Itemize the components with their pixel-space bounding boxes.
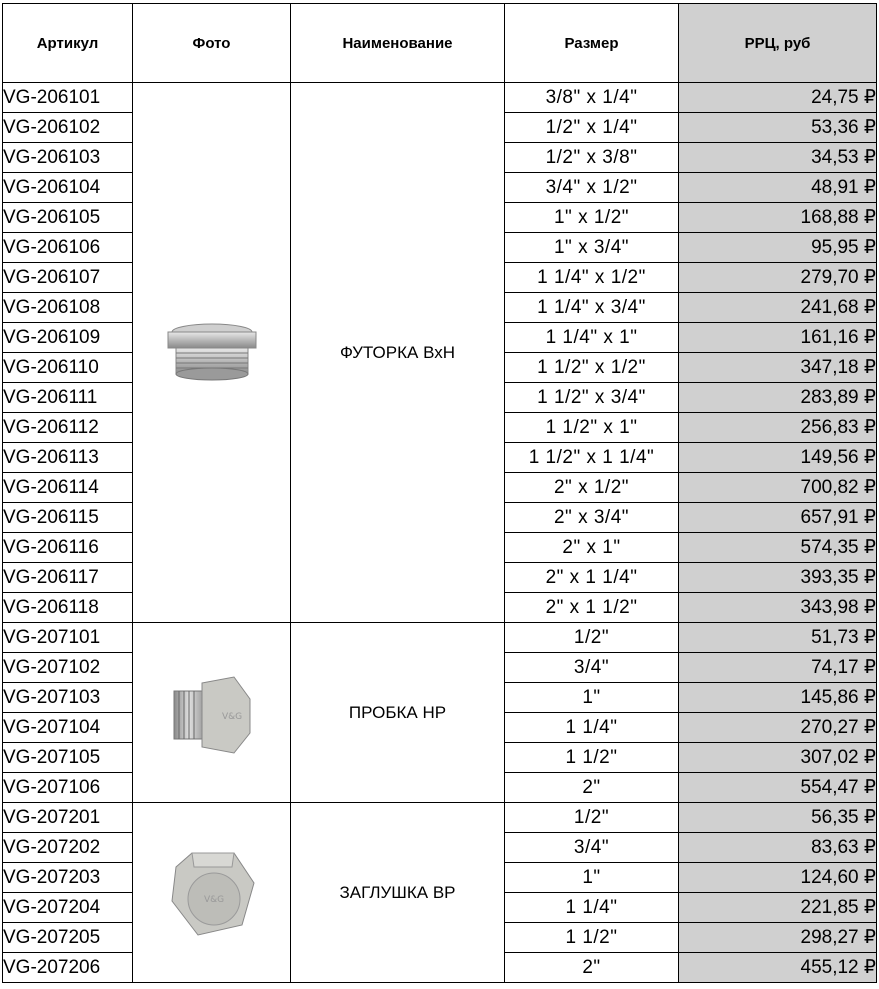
size-cell: 2" x 1 1/2" bbox=[505, 593, 679, 623]
article-cell: VG-207104 bbox=[3, 713, 133, 743]
price-cell: 83,63 ₽ bbox=[679, 833, 877, 863]
article-cell: VG-206104 bbox=[3, 173, 133, 203]
article-cell: VG-206105 bbox=[3, 203, 133, 233]
size-cell: 1/2" bbox=[505, 803, 679, 833]
article-cell: VG-207102 bbox=[3, 653, 133, 683]
size-cell: 1/2" x 1/4" bbox=[505, 113, 679, 143]
price-cell: 48,91 ₽ bbox=[679, 173, 877, 203]
price-cell: 343,98 ₽ bbox=[679, 593, 877, 623]
price-cell: 574,35 ₽ bbox=[679, 533, 877, 563]
size-cell: 2" x 1" bbox=[505, 533, 679, 563]
size-cell: 2" x 1 1/4" bbox=[505, 563, 679, 593]
article-cell: VG-207203 bbox=[3, 863, 133, 893]
article-cell: VG-206113 bbox=[3, 443, 133, 473]
size-cell: 1" x 3/4" bbox=[505, 233, 679, 263]
size-cell: 1 1/4" x 1" bbox=[505, 323, 679, 353]
article-cell: VG-207106 bbox=[3, 773, 133, 803]
size-cell: 1 1/4" bbox=[505, 893, 679, 923]
article-cell: VG-207101 bbox=[3, 623, 133, 653]
size-cell: 3/4" x 1/2" bbox=[505, 173, 679, 203]
price-cell: 74,17 ₽ bbox=[679, 653, 877, 683]
size-cell: 1" bbox=[505, 863, 679, 893]
price-cell: 270,27 ₽ bbox=[679, 713, 877, 743]
product-name-cell: ЗАГЛУШКА ВР bbox=[291, 803, 505, 983]
cap-female-thread-icon bbox=[133, 843, 290, 943]
header-photo: Фото bbox=[133, 4, 291, 83]
size-cell: 2" bbox=[505, 773, 679, 803]
size-cell: 2" bbox=[505, 953, 679, 983]
price-cell: 24,75 ₽ bbox=[679, 83, 877, 113]
size-cell: 1 1/2" x 1/2" bbox=[505, 353, 679, 383]
size-cell: 1/2" x 3/8" bbox=[505, 143, 679, 173]
price-cell: 307,02 ₽ bbox=[679, 743, 877, 773]
header-price: РРЦ, руб bbox=[679, 4, 877, 83]
price-cell: 393,35 ₽ bbox=[679, 563, 877, 593]
article-cell: VG-207103 bbox=[3, 683, 133, 713]
article-cell: VG-206108 bbox=[3, 293, 133, 323]
price-cell: 221,85 ₽ bbox=[679, 893, 877, 923]
size-cell: 1" bbox=[505, 683, 679, 713]
price-cell: 283,89 ₽ bbox=[679, 383, 877, 413]
article-cell: VG-206114 bbox=[3, 473, 133, 503]
article-cell: VG-207105 bbox=[3, 743, 133, 773]
article-cell: VG-206109 bbox=[3, 323, 133, 353]
size-cell: 1 1/4" x 3/4" bbox=[505, 293, 679, 323]
price-cell: 161,16 ₽ bbox=[679, 323, 877, 353]
article-cell: VG-206106 bbox=[3, 233, 133, 263]
price-cell: 241,68 ₽ bbox=[679, 293, 877, 323]
article-cell: VG-206111 bbox=[3, 383, 133, 413]
article-cell: VG-207204 bbox=[3, 893, 133, 923]
table-row bbox=[3, 803, 877, 833]
header-article: Артикул bbox=[3, 4, 133, 83]
photo-cell bbox=[133, 83, 291, 623]
article-cell: VG-206117 bbox=[3, 563, 133, 593]
article-cell: VG-206118 bbox=[3, 593, 133, 623]
article-cell: VG-206112 bbox=[3, 413, 133, 443]
article-cell: VG-206115 bbox=[3, 503, 133, 533]
article-cell: VG-207206 bbox=[3, 953, 133, 983]
article-cell: VG-206103 bbox=[3, 143, 133, 173]
photo-cell bbox=[133, 803, 291, 983]
size-cell: 1" x 1/2" bbox=[505, 203, 679, 233]
price-table bbox=[2, 3, 877, 983]
size-cell: 3/4" bbox=[505, 833, 679, 863]
price-cell: 279,70 ₽ bbox=[679, 263, 877, 293]
size-cell: 1 1/2" x 1" bbox=[505, 413, 679, 443]
header-name: Наименование bbox=[291, 4, 505, 83]
price-cell: 455,12 ₽ bbox=[679, 953, 877, 983]
size-cell: 2" x 1/2" bbox=[505, 473, 679, 503]
price-cell: 124,60 ₽ bbox=[679, 863, 877, 893]
table-body bbox=[3, 83, 877, 983]
size-cell: 1 1/2" x 3/4" bbox=[505, 383, 679, 413]
table-row bbox=[3, 623, 877, 653]
product-name-cell: ФУТОРКА ВхН bbox=[291, 83, 505, 623]
price-cell: 700,82 ₽ bbox=[679, 473, 877, 503]
price-cell: 145,86 ₽ bbox=[679, 683, 877, 713]
price-cell: 168,88 ₽ bbox=[679, 203, 877, 233]
size-cell: 1 1/2" x 1 1/4" bbox=[505, 443, 679, 473]
size-cell: 2" x 3/4" bbox=[505, 503, 679, 533]
svg-text:V&G: V&G bbox=[221, 711, 242, 722]
price-cell: 298,27 ₽ bbox=[679, 923, 877, 953]
size-cell: 1 1/4" x 1/2" bbox=[505, 263, 679, 293]
article-cell: VG-206102 bbox=[3, 113, 133, 143]
price-cell: 34,53 ₽ bbox=[679, 143, 877, 173]
price-cell: 256,83 ₽ bbox=[679, 413, 877, 443]
price-cell: 657,91 ₽ bbox=[679, 503, 877, 533]
size-cell: 1/2" bbox=[505, 623, 679, 653]
price-cell: 56,35 ₽ bbox=[679, 803, 877, 833]
size-cell: 1 1/2" bbox=[505, 923, 679, 953]
threaded-bushing-icon bbox=[133, 322, 290, 384]
price-cell: 95,95 ₽ bbox=[679, 233, 877, 263]
article-cell: VG-206101 bbox=[3, 83, 133, 113]
size-cell: 1 1/4" bbox=[505, 713, 679, 743]
size-cell: 3/8" x 1/4" bbox=[505, 83, 679, 113]
price-cell: 51,73 ₽ bbox=[679, 623, 877, 653]
article-cell: VG-206110 bbox=[3, 353, 133, 383]
plug-male-thread-icon bbox=[133, 663, 290, 763]
article-cell: VG-207202 bbox=[3, 833, 133, 863]
article-cell: VG-207201 bbox=[3, 803, 133, 833]
article-cell: VG-206107 bbox=[3, 263, 133, 293]
photo-cell bbox=[133, 623, 291, 803]
price-cell: 149,56 ₽ bbox=[679, 443, 877, 473]
price-cell: 554,47 ₽ bbox=[679, 773, 877, 803]
header-row bbox=[3, 4, 877, 83]
price-cell: 53,36 ₽ bbox=[679, 113, 877, 143]
article-cell: VG-207205 bbox=[3, 923, 133, 953]
price-cell: 347,18 ₽ bbox=[679, 353, 877, 383]
article-cell: VG-206116 bbox=[3, 533, 133, 563]
header-size: Размер bbox=[505, 4, 679, 83]
product-name-cell: ПРОБКА НР bbox=[291, 623, 505, 803]
size-cell: 1 1/2" bbox=[505, 743, 679, 773]
table-row bbox=[3, 83, 877, 113]
svg-text:V&G: V&G bbox=[203, 894, 224, 905]
size-cell: 3/4" bbox=[505, 653, 679, 683]
